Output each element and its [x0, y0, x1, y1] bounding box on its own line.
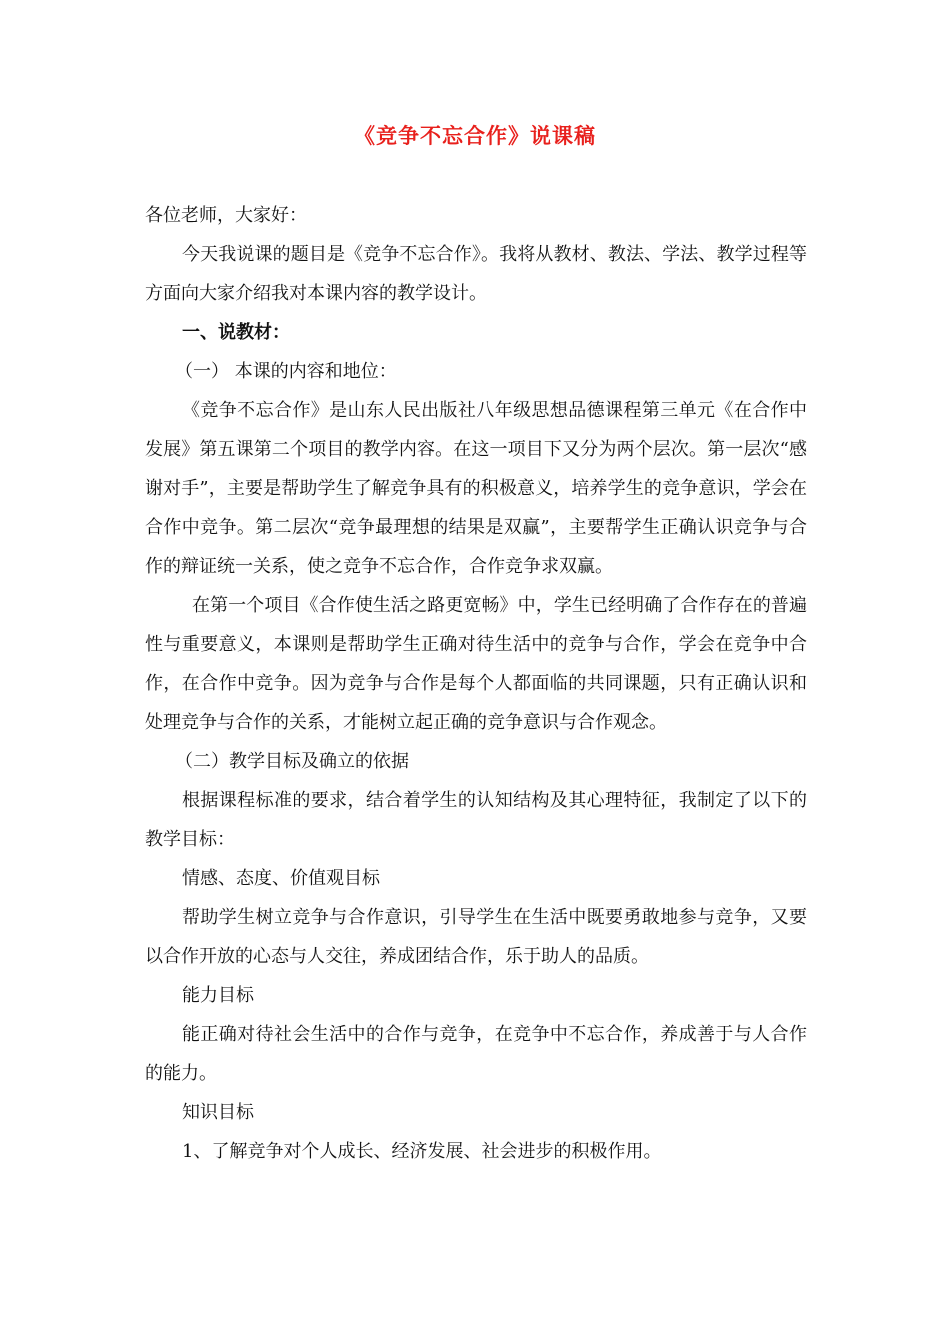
paragraph-content-description: 《竞争不忘合作》是山东人民出版社八年级思想品德课程第三单元《在合作中发展》第五课第二个项目的教学内容。在这一项目下又分为两个层次。第一层次“感谢对手”，主要是帮助学生了解竞争具有的积极意义，培养学生的竞争意识，学会在合作中竞争。第二层次“竞争最理想的结果是双赢”，主要帮学生正确认识竞争与合作的辩证统一关系，使之竞争不忘合作，合作竞争求双赢。 [145, 400, 807, 577]
section-heading-textbook: 一、说教材： [182, 322, 290, 343]
subsection-heading-content-position: （一） 本课的内容和地位： [175, 361, 397, 382]
greeting: 各位老师，大家好： [145, 205, 307, 226]
knowledge-goal-item-1: 1、了解竞争对个人成长、经济发展、社会进步的积极作用。 [182, 1141, 662, 1162]
paragraph-previous-project: 在第一个项目《合作使生活之路更宽畅》中，学生已经明确了合作存在的普遍性与重要意义，本课则是帮助学生正确对待生活中的竞争与合作，学会在竞争中合作，在合作中竞争。因为竞争与合作是每个人都面临的共同课题，只有正确认识和处理竞争与合作的关系，才能树立起正确的竞争意识与合作观念。 [145, 595, 807, 733]
goal-heading-emotion: 情感、态度、价值观目标 [182, 868, 380, 889]
goal-heading-knowledge: 知识目标 [182, 1102, 254, 1123]
paragraph-emotion-goal: 帮助学生树立竞争与合作意识，引导学生在生活中既要勇敢地参与竞争，又要以合作开放的心态与人交往，养成团结合作，乐于助人的品质。 [145, 907, 807, 967]
subsection-heading-teaching-goals: （二）教学目标及确立的依据 [175, 751, 409, 772]
document-body [145, 196, 807, 1171]
paragraph-ability-goal: 能正确对待社会生活中的合作与竞争，在竞争中不忘合作，养成善于与人合作的能力。 [145, 1024, 807, 1084]
goal-heading-ability: 能力目标 [182, 985, 254, 1006]
paragraph-goals-basis: 根据课程标准的要求，结合着学生的认知结构及其心理特征，我制定了以下的教学目标： [145, 790, 807, 850]
document-title: 《竞争不忘合作》说课稿 [354, 123, 596, 148]
paragraph-intro: 今天我说课的题目是《竞争不忘合作》。我将从教材、教法、学法、教学过程等方面向大家介绍我对本课内容的教学设计。 [145, 244, 807, 304]
